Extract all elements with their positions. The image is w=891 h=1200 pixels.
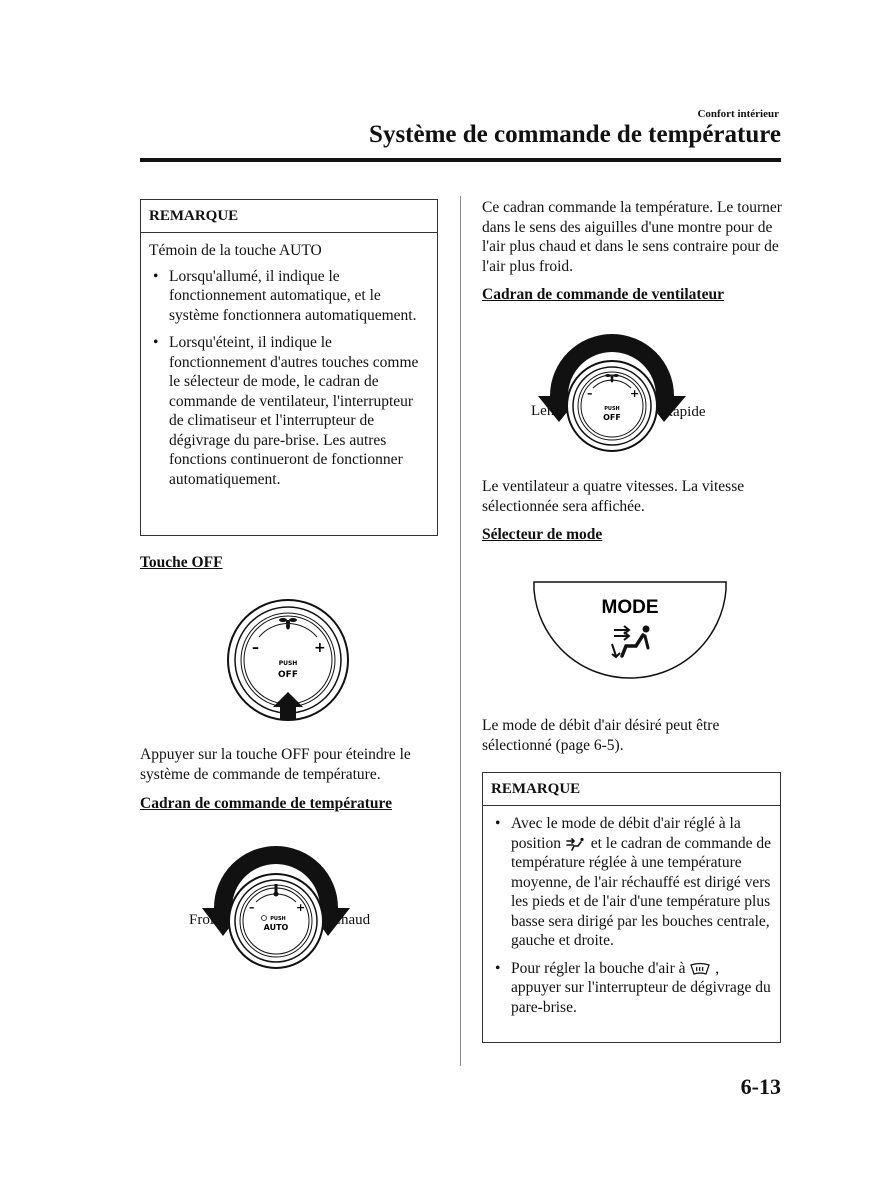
heading-temperature-dial: Cadran de commande de température [140, 795, 392, 812]
label-slow: Lent [531, 403, 559, 419]
defrost-icon [689, 962, 711, 976]
mode-button-illustration [530, 578, 730, 682]
minus-icon: – [249, 901, 255, 914]
note-item: • Lorsqu'éteint, il indique le fonctionnement d'autres touches comme le sélecteur de mode, le cadran de commande de ventilateur, l'interrupteur de climatiseur et l'interrupteur de dégivrage du pare-brise. Les autres fonctions continueront de fonctionner automatiquement. [149, 333, 429, 489]
column-divider [460, 196, 461, 1066]
off-description: Appuyer sur la touche OFF pour éteindre le système de commande de température. [140, 746, 411, 783]
temperature-dial-illustration [200, 838, 352, 972]
fan-dial-illustration [536, 330, 688, 454]
note-box-auto [140, 199, 438, 536]
note-list [149, 267, 429, 490]
note-item: • Lorsqu'allumé, il indique le fonctionnement automatique, et le système fonctionnera automatiquement. [149, 267, 429, 326]
page-title: Système de commande de température [369, 121, 781, 148]
label-fast: Rapide [663, 404, 706, 420]
temperature-description: Ce cadran commande la température. Le tourner dans le sens des aiguilles d'une montre pour de l'air plus chaud et dans le sens contraire pour de l'air plus froid. [482, 199, 782, 275]
note-heading: REMARQUE [483, 773, 780, 806]
label-cold: Froid [189, 912, 222, 928]
note-intro: Témoin de la touche AUTO [149, 242, 322, 259]
knob-off-text: OFF [278, 670, 298, 680]
off-knob-illustration [225, 598, 351, 722]
section-label: Confort intérieur [697, 108, 779, 120]
note-list [491, 814, 772, 1017]
page-number: 6-13 [740, 1074, 781, 1099]
plus-icon: + [314, 640, 326, 656]
minus-icon: – [587, 387, 593, 400]
label-hot: Chaud [331, 912, 371, 928]
fan-description: Le ventilateur a quatre vitesses. La vitesse sélectionnée sera affichée. [482, 478, 745, 515]
heading-off-button: Touche OFF [140, 554, 223, 571]
note-item-text: Avec le mode de débit d'air réglé à la position [511, 815, 741, 852]
knob-push-text: PUSH [604, 406, 620, 412]
heading-mode-selector: Sélecteur de mode [482, 526, 603, 543]
knob-off-text: OFF [603, 413, 621, 422]
bi-level-airflow-icon [565, 837, 587, 851]
note-heading: REMARQUE [141, 200, 437, 233]
mode-label: MODE [601, 597, 659, 618]
knob-push-text: PUSH [278, 660, 298, 667]
minus-icon: – [252, 640, 259, 656]
note-item-text: , appuyer sur l'interrupteur de dégivrage du pare-brise. [511, 959, 771, 1016]
note-item [491, 959, 772, 1018]
plus-icon: + [630, 387, 640, 400]
header-rule [140, 158, 781, 162]
plus-icon: + [296, 901, 306, 914]
mode-description: Le mode de débit d'air désiré peut être sélectionné (page 6-5). [482, 717, 720, 754]
note-item-text: Pour régler la bouche d'air à [511, 959, 686, 977]
note-item-text: et le cadran de commande de température réglée à une température moyenne, de l'air réchauffé est dirigé vers les pieds et de l'air d'une température plus basse sera dirigé par les bouches centrale, gauche et droite. [511, 834, 772, 949]
knob-auto-text: AUTO [263, 923, 289, 932]
note-box-mode [482, 772, 781, 1043]
note-item [491, 814, 772, 951]
heading-fan-dial: Cadran de commande de ventilateur [482, 286, 724, 303]
knob-push-text: PUSH [270, 916, 286, 922]
